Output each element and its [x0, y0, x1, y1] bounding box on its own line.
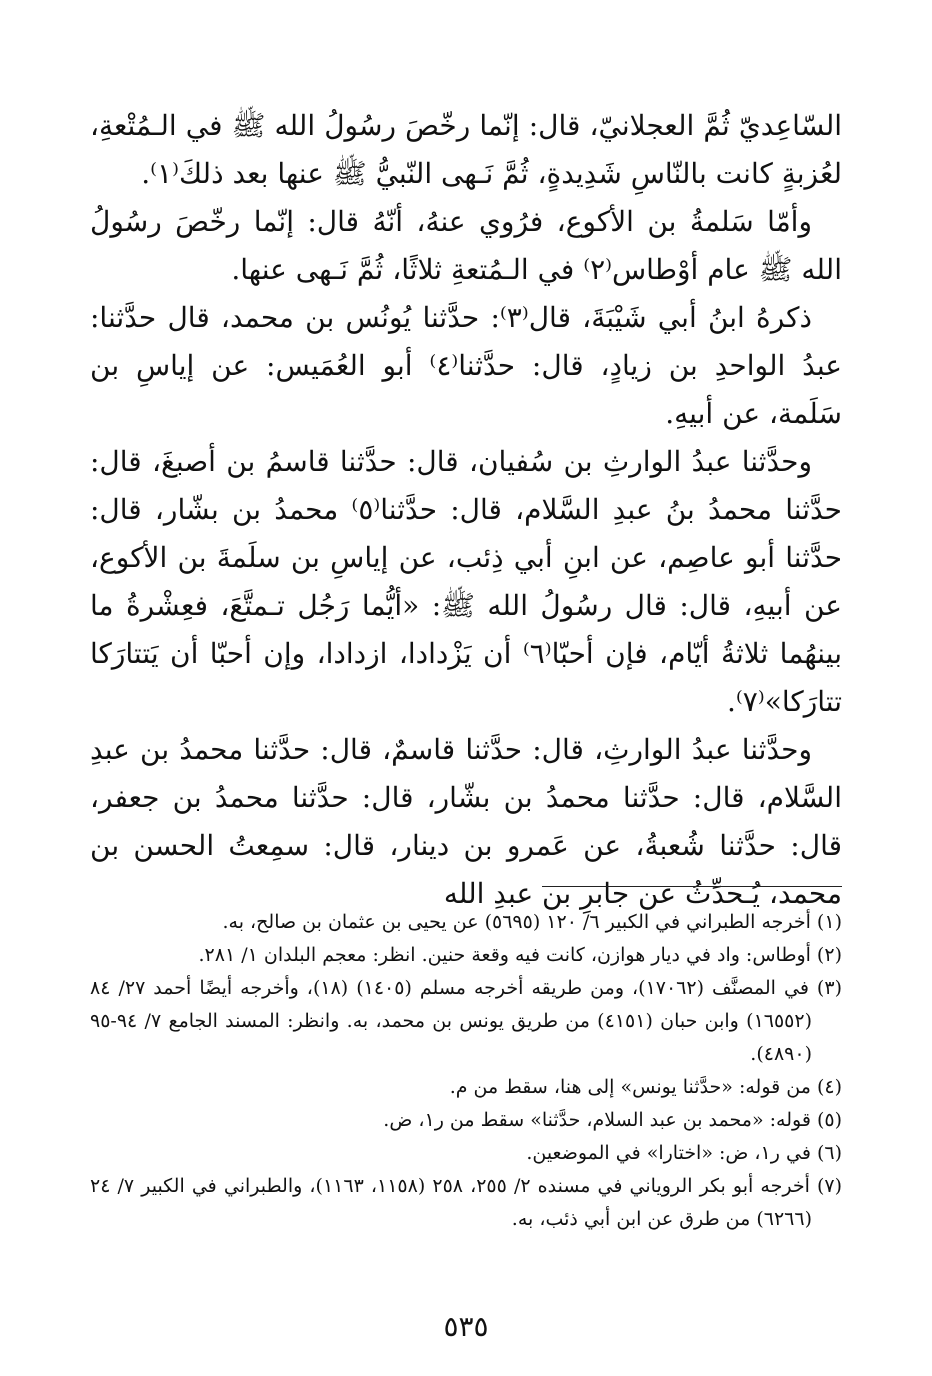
- paragraph: ذكرهُ ابنُ أبي شَيْبَةَ، قال⁽٣⁾: حدَّثنا يُونُس بن محمد، قال حدَّثنا: عبدُ الواحدِ بن زيادٍ، قال: حدَّثنا⁽٤⁾ أبو العُمَيس: عن إياسِ بن سَلَمة، عن أبيهِ.: [90, 301, 842, 430]
- footnote: (٤) من قوله: «حدَّثنا يونس» إلى هنا، سقط من م.: [449, 1076, 842, 1098]
- footnote-divider: [542, 886, 842, 887]
- paragraph: السّاعِديّ ثُمَّ العجلانيّ، قال: إنّما رخّصَ رسُولُ الله ﷺ في الـمُتْعةِ، لعُزبةٍ كانت بالنّاسِ شَدِيدةٍ، ثُمَّ نَـهى النّبيُّ ﷺ عنها بعد ذلكَ⁽١⁾.: [90, 109, 842, 190]
- page-number: ٥٣٥: [443, 1310, 489, 1343]
- main-text: [90, 102, 842, 918]
- paragraph: وأمّا سَلمةُ بن الأكوع، فرُوي عنهُ، أنّهُ قال: إنّما رخّصَ رسُولُ الله ﷺ عام أوْطاس⁽٢⁾ في الـمُتعةِ ثلاثًا، ثُمَّ نَـهى عنها.: [90, 205, 842, 286]
- footnotes: [90, 906, 842, 1236]
- footnote: (٢) أوطاس: واد في ديار هوازن، كانت فيه وقعة حنين. انظر: معجم البلدان ١/ ٢٨١.: [198, 944, 842, 966]
- paragraph: وحدَّثنا عبدُ الوارثِ بن سُفيان، قال: حدَّثنا قاسمُ بن أصبغَ، قال: حدَّثنا محمدُ بنُ عبدِ السَّلام، قال: حدَّثنا⁽٥⁾ محمدُ بن بشّار، قال: حدَّثنا أبو عاصِم، عن ابنِ أبي ذِئب، عن إياسِ بن سلَمةَ بن الأكوع، عن أبيهِ، قال: قال رسُولُ الله ﷺ: «أيُّما رَجُل تـمتَّعَ، فعِشْرةُ ما بينهُما ثلاثةُ أيّام، فإن أحبّا⁽٦⁾ أن يَزْدادا، ازدادا، وإن أحبّا أن يَتتارَكا تتارَكا»⁽٧⁾.: [90, 445, 843, 718]
- footnote: (٦) في ر١، ض: «اختارا» في الموضعين.: [526, 1142, 842, 1164]
- footnote: (٧) أخرجه أبو بكر الروياني في مسنده ٢/ ٢٥٥، ٢٥٨ (١١٥٨، ١١٦٣)، والطبراني في الكبير ٧/ ٢٤ (٦٢٦٦) من طرق عن ابن أبي ذئب، به.: [90, 1175, 842, 1230]
- paragraph: وحدَّثنا عبدُ الوارثِ، قال: حدَّثنا قاسمٌ، قال: حدَّثنا محمدُ بن عبدِ السَّلام، قال: حدَّثنا محمدُ بن بشّار، قال: حدَّثنا محمدُ بن جعفر، قال: حدَّثنا شُعبةُ، عن عَمرو بن دينار، قال: سمِعتُ الحسن بن محمد، يُـحدِّثُ عن جابرِ بن عبدِ الله: [90, 733, 842, 910]
- footnote: (١) أخرجه الطبراني في الكبير ٦/ ١٢٠ (٥٦٩٥) عن يحيى بن عثمان بن صالح، به.: [222, 911, 842, 933]
- footnote: (٣) في المصنَّف (١٧٠٦٢)، ومن طريقه أخرجه مسلم (١٤٠٥) (١٨)، وأخرجه أيضًا أحمد ٢٧/ ٨٤ (١٦٥٥٢) وابن حبان (٤١٥١) من طريق يونس بن محمد، به. وانظر: المسند الجامع ٧/ ٩٤-٩٥ (٤٨٩٠).: [90, 977, 842, 1065]
- footnote: (٥) قوله: «محمد بن عبد السلام، حدَّثنا» سقط من ر١، ض.: [383, 1109, 842, 1131]
